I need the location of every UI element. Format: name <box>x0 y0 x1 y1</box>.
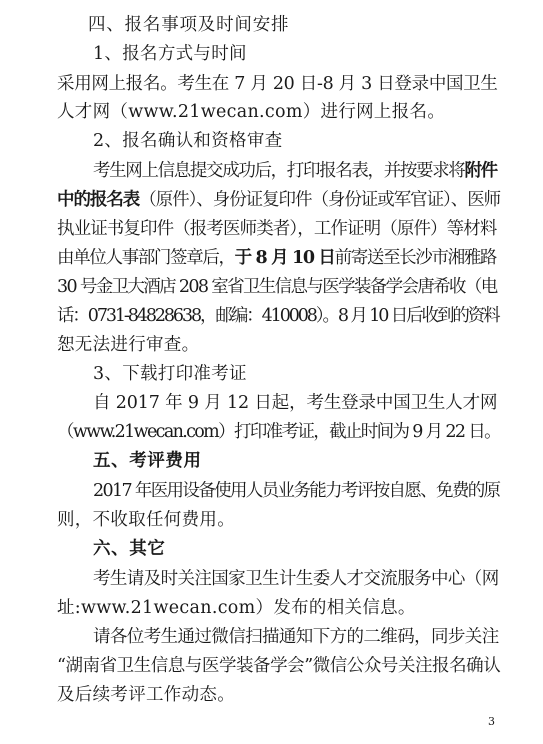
bold-text-run: 附件 <box>464 161 497 181</box>
subsection-3-heading: 3、下载打印准考证 <box>93 364 247 384</box>
paragraph-line: 及后续考评工作动态。 <box>57 685 235 705</box>
paragraph-line: 则，不收取任何费用。 <box>57 510 235 530</box>
paragraph-line <box>57 247 496 269</box>
text-run: （原件）、身份证复印件（身份证或军官证）、医师 <box>139 190 501 210</box>
paragraph-line: 2017 年医用设备使用人员业务能力考评按自愿、免费的原 <box>93 481 500 501</box>
section-5-heading: 五、考评费用 <box>93 451 202 471</box>
paragraph-line <box>57 189 500 211</box>
paragraph-line: 恕无法进行审查。 <box>57 335 200 355</box>
paragraph-line: 采用网上报名。考生在 7 月 20 日-8 月 3 日登录中国卫生 <box>57 74 498 94</box>
section-4-heading: 四、报名事项及时间安排 <box>88 15 290 35</box>
paragraph-line <box>93 160 497 182</box>
page-number: 3 <box>488 715 495 728</box>
bold-text-run: 于 8 月 10 日 <box>234 248 335 268</box>
paragraph-line: 自 2017 年 9 月 12 日起，考生登录中国卫生人才网 <box>93 393 498 413</box>
paragraph-line: 话：0731-84828638，邮编：410008）。8 月 10 日后收到的资料 <box>57 306 499 326</box>
paragraph-line: 考生请及时关注国家卫生计生委人才交流服务中心（网 <box>93 569 499 589</box>
paragraph-line: 址:www.21wecan.com）发布的相关信息。 <box>57 598 416 618</box>
subsection-2-heading: 2、报名确认和资格审查 <box>93 131 283 151</box>
text-run: 前寄送至长沙市湘雅路 <box>334 248 497 268</box>
subsection-1-heading: 1、报名方式与时间 <box>93 44 247 64</box>
paragraph-line: （www.21wecan.com）打印准考证，截止时间为 9 月 22 日。 <box>57 422 500 442</box>
text-run: 由单位人事部门签章后， <box>57 248 235 268</box>
paragraph-line: “湖南省卫生信息与医学装备学会”微信公众号关注报名确认 <box>57 656 501 676</box>
paragraph-line: 执业证书复印件（报考医师类者），工作证明（原件）等材料 <box>57 219 497 239</box>
paragraph-line: 30 号金卫大酒店 208 室省卫生信息与医学装备学会唐希收（电 <box>57 277 497 297</box>
paragraph-line: 人才网（www.21wecan.com）进行网上报名。 <box>57 102 446 122</box>
bold-text-run: 中的报名表 <box>57 190 140 210</box>
section-6-heading: 六、其它 <box>93 539 166 559</box>
text-run: 考生网上信息提交成功后，打印报名表，并按要求将 <box>93 161 465 181</box>
paragraph-line: 请各位考生通过微信扫描通知下方的二维码，同步关注 <box>93 627 499 647</box>
